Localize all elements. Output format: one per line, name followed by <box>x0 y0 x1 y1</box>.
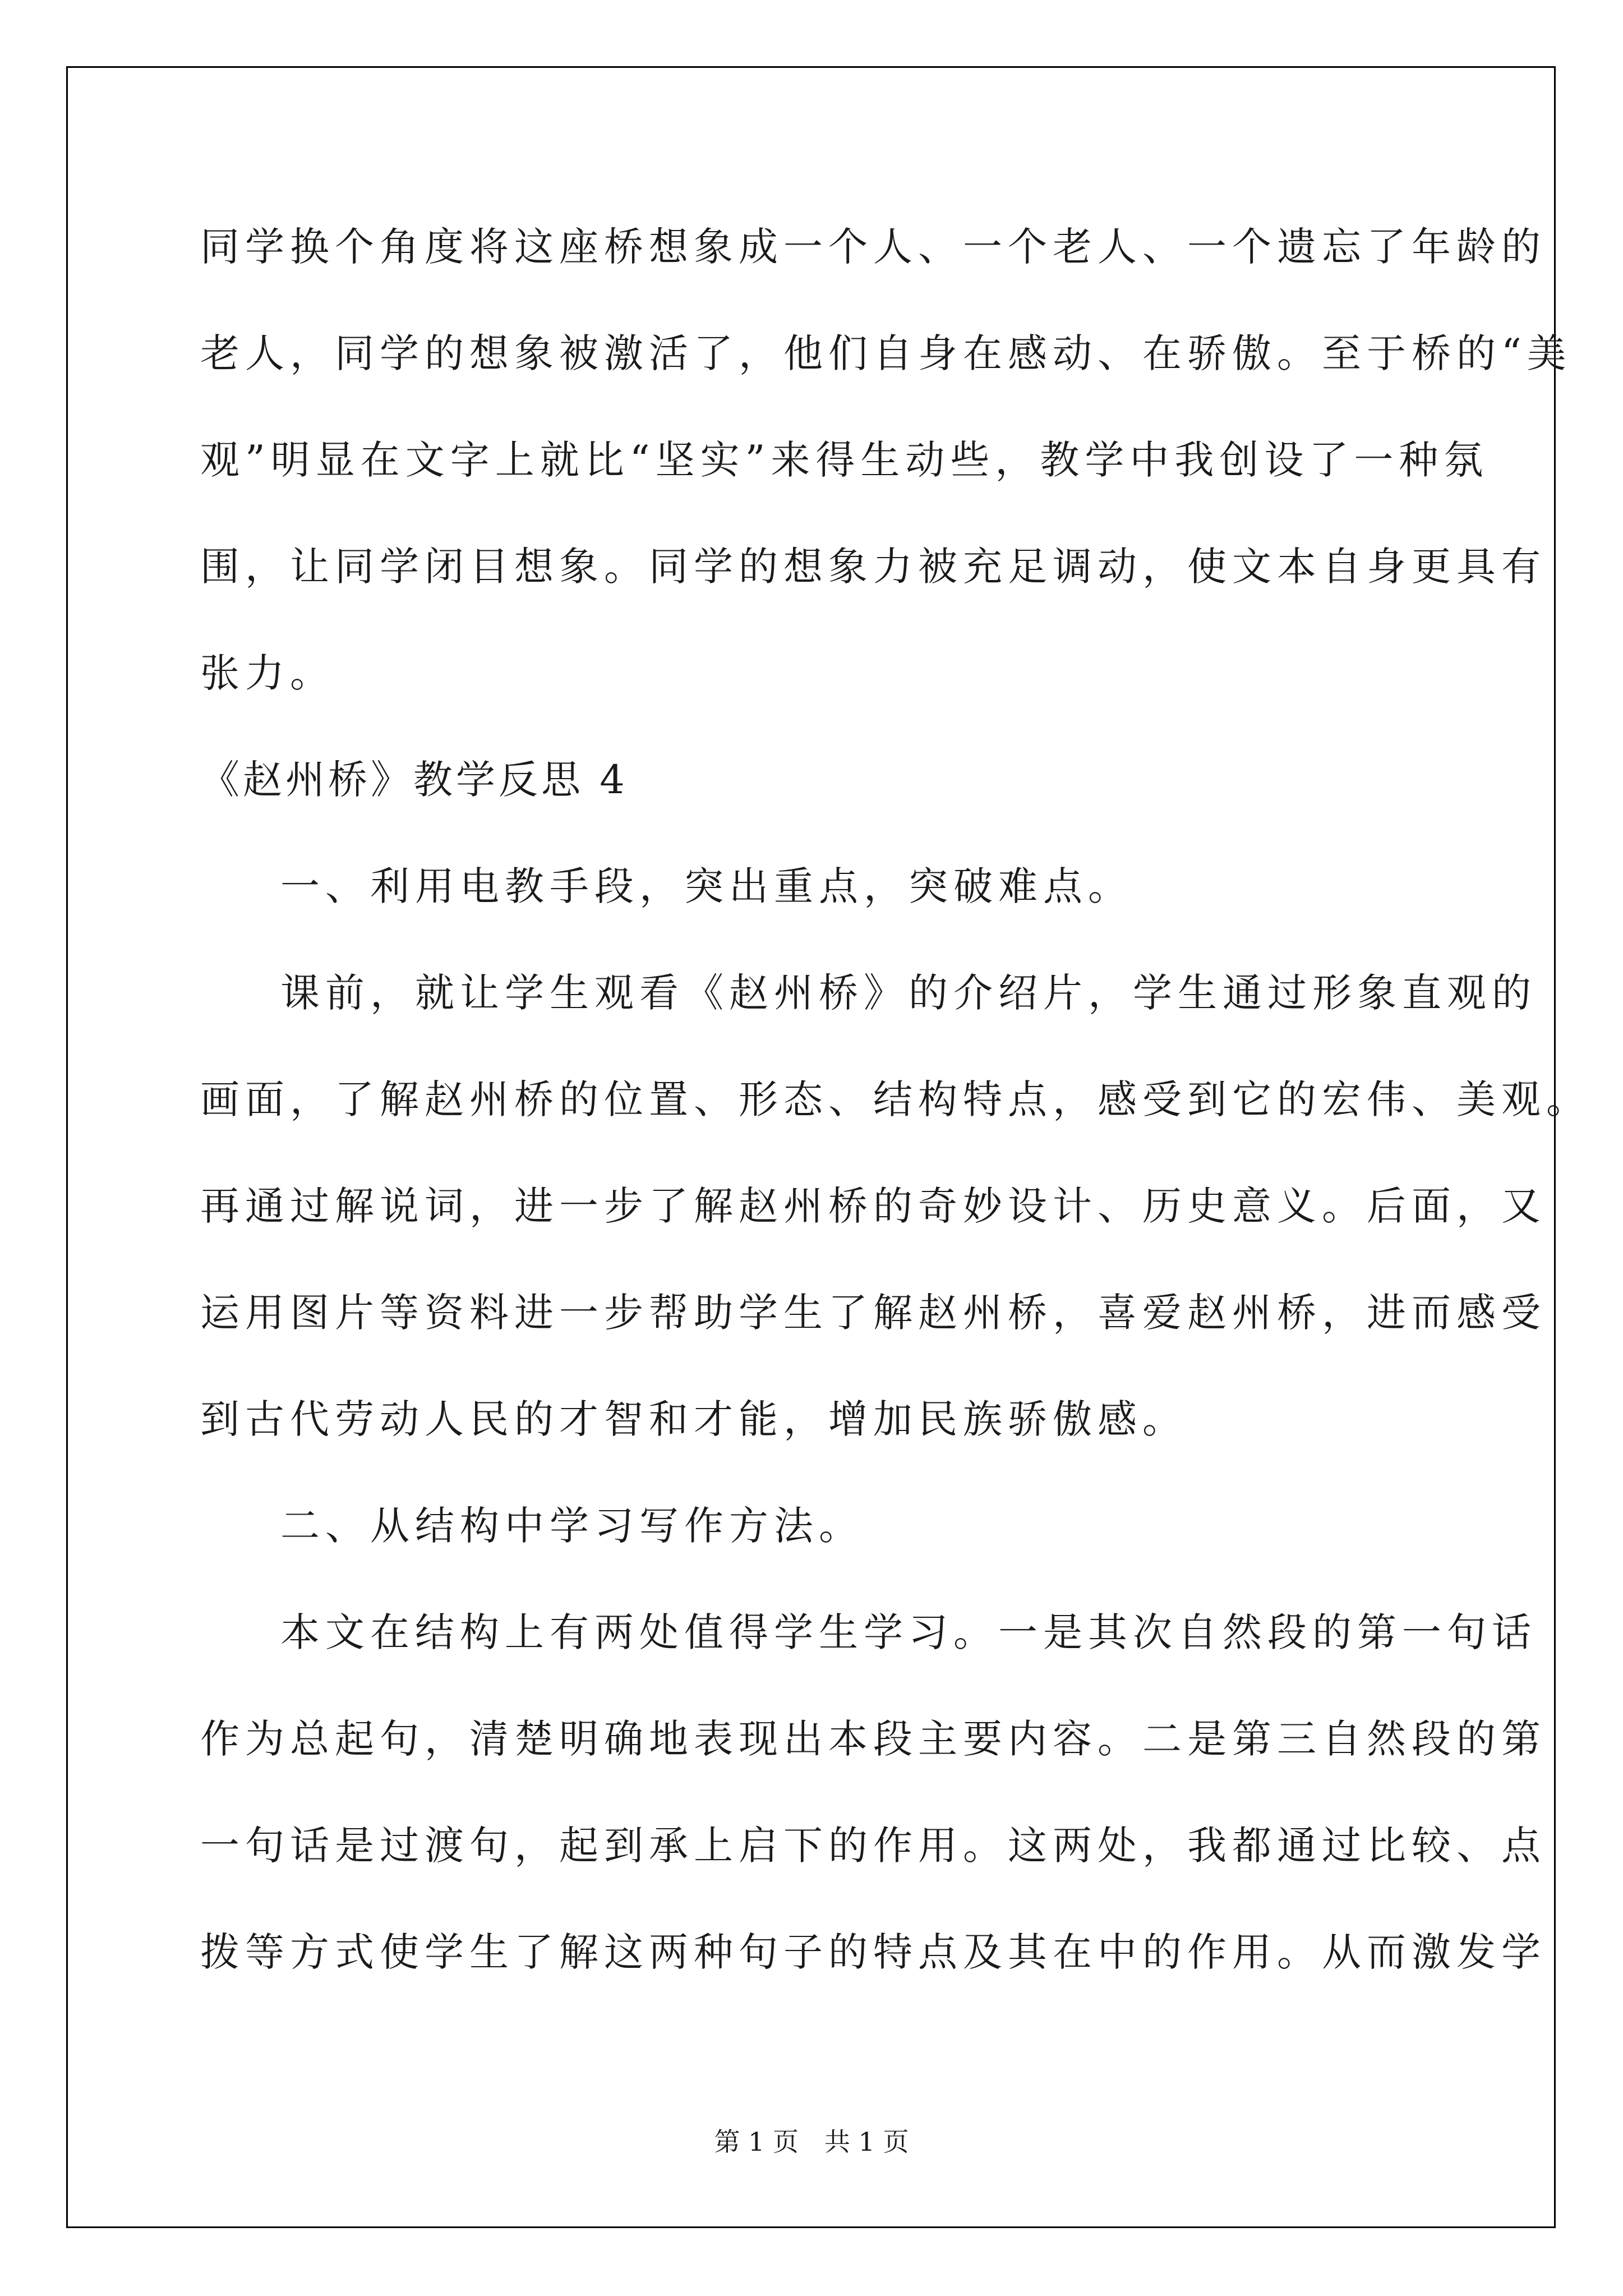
text-line: 作为总起句，清楚明确地表现出本段主要内容。二是第三自然段的第 <box>200 1716 1546 1762</box>
text-line: 观”明显在文字上就比“坚实”来得生动些，教学中我创设了一种氛 <box>200 437 1489 483</box>
text-line: 本文在结构上有两处值得学生学习。一是其次自然段的第一句话 <box>280 1609 1537 1655</box>
text-line: 张力。 <box>200 650 335 696</box>
text-line: 到古代劳动人民的才智和才能，增加民族骄傲感。 <box>200 1396 1187 1442</box>
text-line: 老人，同学的想象被激活了，他们自身在感动、在骄傲。至于桥的“美 <box>200 330 1572 376</box>
text-line: 再通过解说词，进一步了解赵州桥的奇妙设计、历史意义。后面，又 <box>200 1183 1546 1229</box>
text-line: 一句话是过渡句，起到承上启下的作用。这两处，我都通过比较、点 <box>200 1823 1546 1869</box>
page-footer: 第 1 页 共 1 页 <box>714 2127 909 2157</box>
section-heading: 一、利用电教手段，突出重点，突破难点。 <box>280 863 1133 909</box>
text-line: 运用图片等资料进一步帮助学生了解赵州桥，喜爱赵州桥，进而感受 <box>200 1290 1546 1336</box>
text-line: 拨等方式使学生了解这两种句子的特点及其在中的作用。从而激发学 <box>200 1929 1546 1975</box>
text-line: 围，让同学闭目想象。同学的想象力被充足调动，使文本自身更具有 <box>200 544 1546 590</box>
section-heading: 二、从结构中学习写作方法。 <box>280 1503 864 1549</box>
page-border <box>66 66 1556 2228</box>
text-line: 课前，就让学生观看《赵州桥》的介绍片，学生通过形象直观的 <box>280 970 1537 1016</box>
text-line: 画面，了解赵州桥的位置、形态、结构特点，感受到它的宏伟、美观。 <box>200 1076 1591 1122</box>
text-line: 同学换个角度将这座桥想象成一个人、一个老人、一个遗忘了年龄的 <box>200 224 1546 270</box>
section-title: 《赵州桥》教学反思 4 <box>200 757 628 803</box>
